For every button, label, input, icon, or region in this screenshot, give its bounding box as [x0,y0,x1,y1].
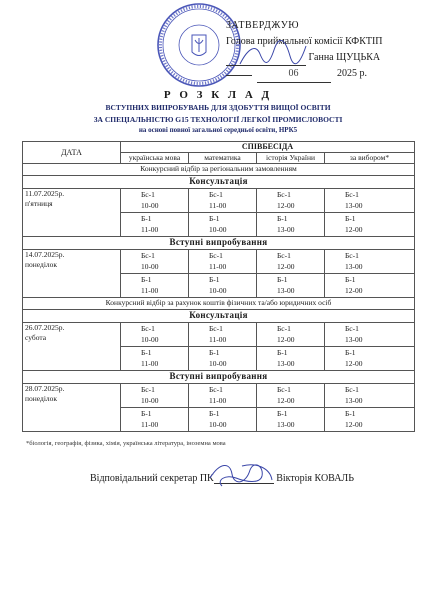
date-value: 26.07.2025р. [25,323,65,332]
schedule-cell [257,408,325,432]
weekday-value: понеділок [25,260,58,269]
header-subject: історія України [257,153,325,164]
group-code: Б-1 [345,409,356,418]
approval-heading: ЗАТВЕРДЖУЮ [226,20,300,31]
schedule-table [22,141,415,432]
schedule-cell [189,213,257,237]
time-value: 11-00 [141,286,159,295]
time-value: 12-00 [277,262,295,271]
approval-name: Ганна ЩУЦЬКА [308,52,381,63]
schedule-cell [121,274,189,298]
schedule-cell [325,323,415,347]
group-code: Б-1 [141,214,152,223]
time-value: 13-00 [345,262,363,271]
approval-signature [238,40,308,70]
date-value: 28.07.2025р. [25,384,65,393]
schedule-cell [257,323,325,347]
group-code: Б-1 [345,348,356,357]
time-value: 12-00 [277,396,295,405]
time-value: 11-00 [209,396,227,405]
schedule-cell [121,250,189,274]
approval-day [226,75,252,76]
schedule-cell [121,189,189,213]
time-value: 10-00 [209,420,227,429]
time-value: 13-00 [277,286,295,295]
table-header-row [23,142,415,153]
time-value: 11-00 [141,225,159,234]
secretary-signature [206,458,276,490]
group-code: Б-1 [345,214,356,223]
time-value: 13-00 [277,420,295,429]
time-value: 10-00 [209,225,227,234]
section-title: Конкурсний відбір за рахунок коштів фізичних та/або юридичних осіб [23,298,415,310]
kind-row [23,176,415,189]
date-cell [23,323,121,371]
kind-title: Вступні випробування [23,371,415,384]
time-value: 10-00 [141,335,159,344]
group-code: Бс-1 [345,190,359,199]
group-code: Бс-1 [277,251,291,260]
group-code: Бс-1 [277,324,291,333]
time-value: 13-00 [345,201,363,210]
time-value: 11-00 [209,262,227,271]
schedule-cell [121,213,189,237]
schedule-cell [257,384,325,408]
table-row [23,189,415,213]
document-subtitle-2: ЗА СПЕЦІАЛЬНІСТЮ G15 ТЕХНОЛОГІЇ ЛЕГКОЇ ПРОМИСЛОВОСТІ [93,115,343,124]
group-code: Бс-1 [277,385,291,394]
table-row [23,384,415,408]
schedule-cell [121,347,189,371]
kind-row [23,310,415,323]
approval-month: 06 [257,66,331,83]
header-interview: СПІВБЕСІДА [121,142,415,153]
time-value: 13-00 [277,225,295,234]
time-value: 10-00 [141,201,159,210]
schedule-cell [257,213,325,237]
time-value: 12-00 [277,335,295,344]
schedule-cell [325,250,415,274]
header-subject: українська мова [121,153,189,164]
document-title: Р О З К Л А Д [163,89,273,101]
header-subject: математика [189,153,257,164]
time-value: 13-00 [277,359,295,368]
time-value: 13-00 [345,396,363,405]
schedule-cell [325,347,415,371]
group-code: Бс-1 [209,324,223,333]
footnote: *біологія, географія, фізика, хімія, українська література, іноземна мова [26,440,226,447]
time-value: 12-00 [277,201,295,210]
schedule-cell [121,408,189,432]
time-value: 10-00 [209,286,227,295]
approval-year: 2025 р. [337,68,367,79]
schedule-cell [325,274,415,298]
time-value: 11-00 [141,359,159,368]
kind-title: Вступні випробування [23,237,415,250]
date-cell [23,250,121,298]
group-code: Б-1 [277,214,288,223]
weekday-value: п'ятниця [25,199,53,208]
group-code: Бс-1 [345,251,359,260]
schedule-cell [325,384,415,408]
schedule-cell [257,189,325,213]
kind-title: Консультація [23,176,415,189]
group-code: Б-1 [209,275,220,284]
group-code: Бс-1 [141,385,155,394]
schedule-cell [325,189,415,213]
schedule-cell [189,189,257,213]
group-code: Б-1 [277,275,288,284]
time-value: 12-00 [345,359,363,368]
schedule-cell [189,274,257,298]
table-row [23,323,415,347]
time-value: 13-00 [345,335,363,344]
schedule-cell [189,250,257,274]
group-code: Бс-1 [209,190,223,199]
schedule-cell [325,213,415,237]
schedule-cell [189,347,257,371]
group-code: Бс-1 [209,385,223,394]
schedule-cell [121,323,189,347]
secretary-label: Відповідальний секретар ПК [90,473,214,484]
weekday-value: понеділок [25,394,58,403]
group-code: Бс-1 [345,385,359,394]
kind-title: Консультація [23,310,415,323]
header-date: ДАТА [23,142,121,164]
section-row [23,298,415,310]
date-value: 14.07.2025р. [25,250,65,259]
group-code: Бс-1 [209,251,223,260]
schedule-cell [189,323,257,347]
schedule-cell [257,274,325,298]
table-row [23,250,415,274]
group-code: Б-1 [345,275,356,284]
time-value: 10-00 [209,359,227,368]
group-code: Б-1 [141,409,152,418]
group-code: Б-1 [141,348,152,357]
time-value: 10-00 [141,262,159,271]
schedule-cell [257,347,325,371]
group-code: Б-1 [209,214,220,223]
schedule-cell [121,384,189,408]
kind-row [23,371,415,384]
time-value: 11-00 [141,420,159,429]
time-value: 11-00 [209,335,227,344]
date-cell [23,189,121,237]
time-value: 10-00 [141,396,159,405]
document-subtitle-3: на основі повної загальної середньої освіти, НРК5 [138,126,298,134]
header-subject: за вибором* [325,153,415,164]
date-value: 11.07.2025р. [25,189,65,198]
weekday-value: субота [25,333,47,342]
kind-row [23,237,415,250]
group-code: Бс-1 [141,324,155,333]
group-code: Б-1 [209,348,220,357]
group-code: Бс-1 [277,190,291,199]
group-code: Бс-1 [141,251,155,260]
group-code: Б-1 [277,348,288,357]
schedule-body [23,164,415,432]
document-subtitle-1: ВСТУПНИХ ВИПРОБУВАНЬ ДЛЯ ЗДОБУТТЯ ВИЩОЇ ОСВІТИ [105,103,331,112]
section-title: Конкурсний відбір за регіональним замовленням [23,164,415,176]
schedule-cell [257,250,325,274]
group-code: Бс-1 [141,190,155,199]
approval-position: Голова приймальної комісії КФКТІП [226,36,383,47]
group-code: Б-1 [209,409,220,418]
section-row [23,164,415,176]
group-code: Б-1 [141,275,152,284]
schedule-cell [325,408,415,432]
schedule-cell [189,408,257,432]
schedule-cell [189,384,257,408]
group-code: Б-1 [277,409,288,418]
time-value: 12-00 [345,286,363,295]
group-code: Бс-1 [345,324,359,333]
time-value: 12-00 [345,225,363,234]
date-cell [23,384,121,432]
time-value: 11-00 [209,201,227,210]
secretary-name: Вікторія КОВАЛЬ [276,473,354,484]
time-value: 12-00 [345,420,363,429]
